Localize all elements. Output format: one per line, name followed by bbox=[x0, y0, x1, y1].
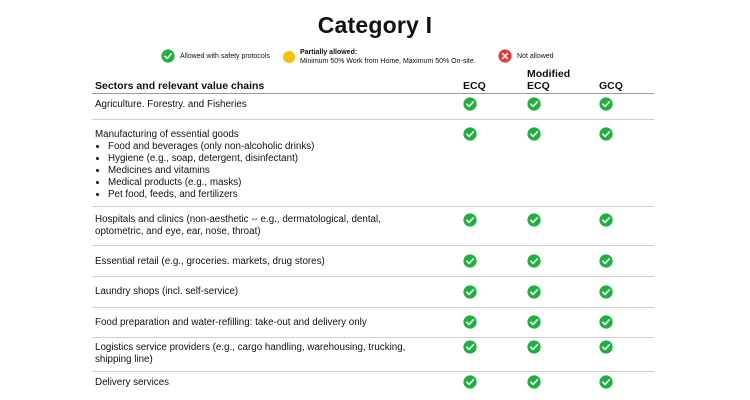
legend-partial-title: Partially allowed: bbox=[300, 49, 358, 56]
check-circle-icon bbox=[599, 315, 613, 329]
row-logistics: Logistics service providers (e.g., cargo handling, warehousing, trucking, shipping line) bbox=[95, 342, 406, 365]
check-circle-icon bbox=[463, 375, 477, 389]
check-circle-icon bbox=[527, 97, 541, 111]
row-divider bbox=[92, 371, 654, 372]
legend-partial-detail: Minimum 50% Work from Home, Maximum 50% On-site. bbox=[300, 58, 476, 65]
row-divider bbox=[92, 245, 654, 246]
legend-not-allowed-label: Not allowed bbox=[517, 53, 554, 60]
check-circle-icon bbox=[599, 285, 613, 299]
check-circle-icon bbox=[599, 375, 613, 389]
check-circle-icon bbox=[527, 315, 541, 329]
check-circle-icon bbox=[527, 213, 541, 227]
check-circle-icon bbox=[527, 285, 541, 299]
row-divider bbox=[92, 276, 654, 277]
list-item: • Medical products (e.g., masks) bbox=[108, 177, 455, 189]
check-circle-icon bbox=[599, 97, 613, 111]
x-circle-icon bbox=[498, 49, 512, 63]
header-gcq: GCQ bbox=[599, 80, 623, 92]
row-food-preparation: Food preparation and water-refilling: take-out and delivery only bbox=[95, 317, 367, 328]
header-divider bbox=[92, 93, 654, 94]
check-circle-icon bbox=[527, 254, 541, 268]
check-circle-icon bbox=[599, 213, 613, 227]
check-circle-icon bbox=[463, 315, 477, 329]
check-circle-icon bbox=[463, 213, 477, 227]
list-item: • Hygiene (e.g., soap, detergent, disinfectant) bbox=[108, 153, 455, 165]
row-divider bbox=[92, 119, 654, 120]
list-item: • Food and beverages (only non-alcoholic drinks) bbox=[108, 141, 455, 153]
row-essential-retail: Essential retail (e.g., groceries. markets, drug stores) bbox=[95, 256, 325, 267]
list-item: • Medicines and vitamins bbox=[108, 165, 455, 177]
header-ecq: ECQ bbox=[463, 80, 486, 92]
row-agriculture: Agriculture. Forestry. and Fisheries bbox=[95, 99, 247, 110]
row-hospitals: Hospitals and clinics (non-aesthetic -- e.g., dermatological, dental, optometric, and eye, ear, nose, throat) bbox=[95, 214, 381, 237]
page-title: Category I bbox=[317, 12, 433, 38]
row-delivery: Delivery services bbox=[95, 377, 170, 388]
list-item: • Pet food, feeds, and fertilizers bbox=[108, 189, 455, 201]
legend-allowed-label: Allowed with safety protocols bbox=[180, 53, 270, 60]
check-circle-icon bbox=[463, 254, 477, 268]
check-circle-icon bbox=[527, 375, 541, 389]
header-modified-ecq: Modified ECQ bbox=[527, 68, 571, 92]
row-laundry: Laundry shops (incl. self-service) bbox=[95, 286, 239, 297]
check-circle-icon bbox=[161, 49, 175, 63]
header-sectors: Sectors and relevant value chains bbox=[95, 80, 265, 92]
row-manufacturing: Manufacturing of essential goods • Food and beverages (only non-alcoholic drinks) • Hygiene (e.g., soap, detergent, disinfectant) • Medicines and vitamins • Medical products (e.g., masks) • Pet food, feeds, and fertilizers bbox=[95, 129, 455, 201]
check-circle-icon bbox=[599, 127, 613, 141]
manufacturing-list bbox=[95, 141, 455, 201]
check-circle-icon bbox=[463, 285, 477, 299]
row-divider bbox=[92, 307, 654, 308]
check-circle-icon bbox=[599, 340, 613, 354]
check-circle-icon bbox=[599, 254, 613, 268]
row-divider bbox=[92, 206, 654, 207]
check-circle-icon bbox=[463, 97, 477, 111]
row-divider bbox=[92, 337, 654, 338]
check-circle-icon bbox=[527, 127, 541, 141]
check-circle-icon bbox=[463, 127, 477, 141]
check-circle-icon bbox=[527, 340, 541, 354]
yellow-dot-icon bbox=[283, 51, 295, 63]
check-circle-icon bbox=[463, 340, 477, 354]
